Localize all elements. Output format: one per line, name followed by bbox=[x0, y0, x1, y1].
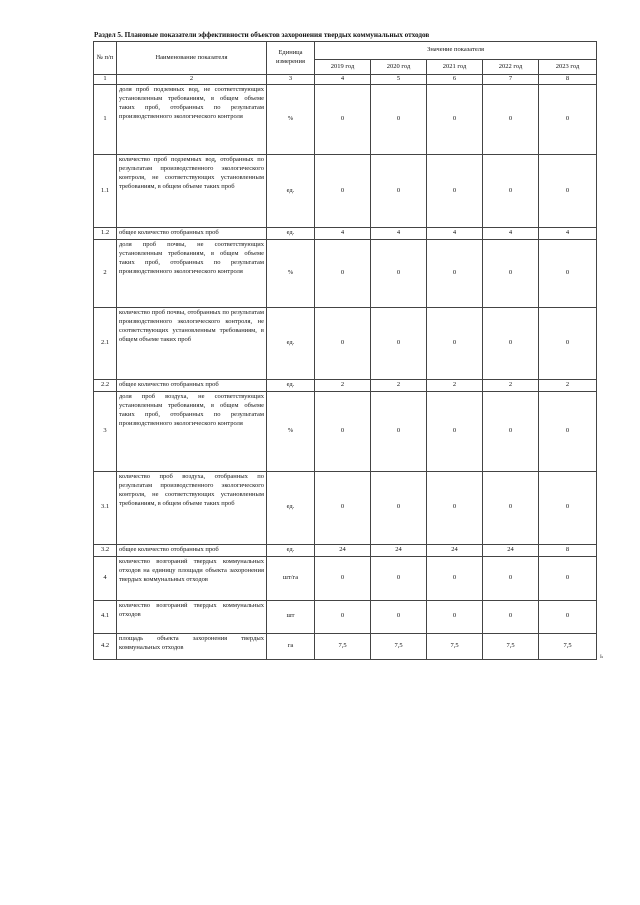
table-row bbox=[94, 471, 597, 544]
header-year: 2019 год bbox=[315, 60, 371, 75]
value-cell: 0 bbox=[427, 556, 483, 600]
value-cell: 0 bbox=[371, 307, 427, 379]
column-number: 4 bbox=[315, 75, 371, 85]
column-number: 6 bbox=[427, 75, 483, 85]
value-cell: 4 bbox=[483, 228, 539, 240]
indicator-name: общее количество отобранных проб bbox=[117, 379, 267, 391]
value-cell: 0 bbox=[371, 85, 427, 155]
header-year: 2022 год bbox=[483, 60, 539, 75]
indicator-name: количество возгораний твердых коммунальных отходов bbox=[117, 600, 267, 633]
value-cell: 2 bbox=[483, 379, 539, 391]
value-cell: 0 bbox=[315, 307, 371, 379]
value-cell: 0 bbox=[427, 85, 483, 155]
unit: % bbox=[267, 239, 315, 307]
value-cell: 2 bbox=[427, 379, 483, 391]
unit: % bbox=[267, 85, 315, 155]
row-number: 2.1 bbox=[94, 307, 117, 379]
value-cell: 0 bbox=[315, 600, 371, 633]
column-number: 3 bbox=[267, 75, 315, 85]
indicator-name: доля проб почвы, не соответствующих установленным требованиям, в общем объеме таких проб, отобранных по результатам производственного экологического контроля bbox=[117, 239, 267, 307]
value-cell: 7,5 bbox=[539, 633, 597, 659]
row-number: 1.1 bbox=[94, 155, 117, 228]
value-cell: 0 bbox=[371, 471, 427, 544]
value-cell: 0 bbox=[315, 85, 371, 155]
unit: шт bbox=[267, 600, 315, 633]
column-number: 8 bbox=[539, 75, 597, 85]
unit: % bbox=[267, 391, 315, 471]
header-row-colnums bbox=[94, 75, 597, 85]
value-cell: 0 bbox=[483, 556, 539, 600]
unit: шт/га bbox=[267, 556, 315, 600]
row-number: 3 bbox=[94, 391, 117, 471]
header-unit: Единица измерения bbox=[267, 42, 315, 75]
value-cell: 0 bbox=[371, 391, 427, 471]
value-cell: 0 bbox=[427, 391, 483, 471]
value-cell: 0 bbox=[315, 471, 371, 544]
value-cell: 7,5 bbox=[315, 633, 371, 659]
value-cell: 24 bbox=[483, 544, 539, 556]
indicator-name: количество проб подземных вод, отобранных по результатам производственного экологического контроля, не соответствующих установленным требованиям, в общем объеме таких проб bbox=[117, 155, 267, 228]
value-cell: 2 bbox=[315, 379, 371, 391]
header-num: № п/п bbox=[94, 42, 117, 75]
value-cell: 0 bbox=[539, 600, 597, 633]
value-cell: 0 bbox=[539, 85, 597, 155]
header-name: Наименование показателя bbox=[117, 42, 267, 75]
column-number: 7 bbox=[483, 75, 539, 85]
indicator-name: количество возгораний твердых коммунальных отходов на единицу площади объекта захоронения твердых коммунальных отходов bbox=[117, 556, 267, 600]
value-cell: 7,5 bbox=[371, 633, 427, 659]
value-cell: 2 bbox=[539, 379, 597, 391]
value-cell: 0 bbox=[427, 471, 483, 544]
value-cell: 0 bbox=[427, 239, 483, 307]
value-cell: 0 bbox=[427, 307, 483, 379]
value-cell: 0 bbox=[483, 85, 539, 155]
row-number: 4 bbox=[94, 556, 117, 600]
row-number: 4.1 bbox=[94, 600, 117, 633]
value-cell: 0 bbox=[427, 600, 483, 633]
value-cell: 24 bbox=[427, 544, 483, 556]
row-number: 2 bbox=[94, 239, 117, 307]
table-row bbox=[94, 633, 597, 659]
value-cell: 4 bbox=[427, 228, 483, 240]
header-year: 2021 год bbox=[427, 60, 483, 75]
page-title: Раздел 5. Плановые показатели эффективности объектов захоронения твердых коммунальных отходов bbox=[94, 31, 430, 39]
table-row bbox=[94, 307, 597, 379]
header-year: 2020 год bbox=[371, 60, 427, 75]
value-cell: 24 bbox=[315, 544, 371, 556]
value-cell: 0 bbox=[483, 471, 539, 544]
value-cell: 0 bbox=[483, 391, 539, 471]
row-number: 1.2 bbox=[94, 228, 117, 240]
indicator-name: количество проб воздуха, отобранных по результатам производственного экологического контроля, не соответствующих установленным требованиям, в общем объеме таких проб bbox=[117, 471, 267, 544]
header-value: Значение показателя bbox=[315, 42, 597, 60]
value-cell: 0 bbox=[315, 155, 371, 228]
value-cell: 0 bbox=[427, 155, 483, 228]
column-number: 2 bbox=[117, 75, 267, 85]
value-cell: 0 bbox=[371, 556, 427, 600]
row-number: 3.1 bbox=[94, 471, 117, 544]
unit: ед. bbox=[267, 155, 315, 228]
unit: ед. bbox=[267, 471, 315, 544]
value-cell: 4 bbox=[315, 228, 371, 240]
value-cell: 0 bbox=[483, 239, 539, 307]
row-number: 2.2 bbox=[94, 379, 117, 391]
table-row bbox=[94, 544, 597, 556]
unit: га bbox=[267, 633, 315, 659]
indicator-name: площадь объекта захоронения твердых коммунальных отходов bbox=[117, 633, 267, 659]
value-cell: 0 bbox=[371, 155, 427, 228]
edge-mark: ь bbox=[600, 652, 604, 660]
value-cell: 0 bbox=[483, 600, 539, 633]
unit: ед. bbox=[267, 379, 315, 391]
value-cell: 7,5 bbox=[483, 633, 539, 659]
value-cell: 0 bbox=[371, 600, 427, 633]
table-row bbox=[94, 85, 597, 155]
value-cell: 0 bbox=[315, 391, 371, 471]
table-row bbox=[94, 391, 597, 471]
value-cell: 0 bbox=[539, 239, 597, 307]
indicator-name: доля проб подземных вод, не соответствующих установленным требованиям, в общем объеме таких проб, отобранных по результатам производственного экологического контроля bbox=[117, 85, 267, 155]
value-cell: 0 bbox=[483, 307, 539, 379]
value-cell: 4 bbox=[539, 228, 597, 240]
table-row bbox=[94, 155, 597, 228]
value-cell: 0 bbox=[315, 239, 371, 307]
value-cell: 0 bbox=[371, 239, 427, 307]
value-cell: 2 bbox=[371, 379, 427, 391]
header-row-top bbox=[94, 42, 597, 60]
value-cell: 0 bbox=[539, 155, 597, 228]
header-year: 2023 год bbox=[539, 60, 597, 75]
value-cell: 4 bbox=[371, 228, 427, 240]
value-cell: 0 bbox=[483, 155, 539, 228]
value-cell: 24 bbox=[371, 544, 427, 556]
row-number: 3.2 bbox=[94, 544, 117, 556]
value-cell: 0 bbox=[539, 391, 597, 471]
value-cell: 0 bbox=[539, 556, 597, 600]
indicator-name: общее количество отобранных проб bbox=[117, 228, 267, 240]
table-row bbox=[94, 379, 597, 391]
unit: ед. bbox=[267, 544, 315, 556]
table-row bbox=[94, 228, 597, 240]
table-row bbox=[94, 239, 597, 307]
column-number: 1 bbox=[94, 75, 117, 85]
value-cell: 0 bbox=[315, 556, 371, 600]
indicator-name: общее количество отобранных проб bbox=[117, 544, 267, 556]
value-cell: 0 bbox=[539, 471, 597, 544]
indicators-table bbox=[93, 41, 597, 660]
unit: ед. bbox=[267, 307, 315, 379]
indicator-name: количество проб почвы, отобранных по результатам производственного экологического контроля, не соответствующих установленным требованиям, в общем объеме таких проб bbox=[117, 307, 267, 379]
table-row bbox=[94, 556, 597, 600]
value-cell: 0 bbox=[539, 307, 597, 379]
table-row bbox=[94, 600, 597, 633]
value-cell: 8 bbox=[539, 544, 597, 556]
row-number: 1 bbox=[94, 85, 117, 155]
column-number: 5 bbox=[371, 75, 427, 85]
value-cell: 7,5 bbox=[427, 633, 483, 659]
unit: ед. bbox=[267, 228, 315, 240]
indicator-name: доля проб воздуха, не соответствующих установленным требованиям, в общем объеме таких проб, отобранных по результатам производственного экологического контроля bbox=[117, 391, 267, 471]
row-number: 4.2 bbox=[94, 633, 117, 659]
